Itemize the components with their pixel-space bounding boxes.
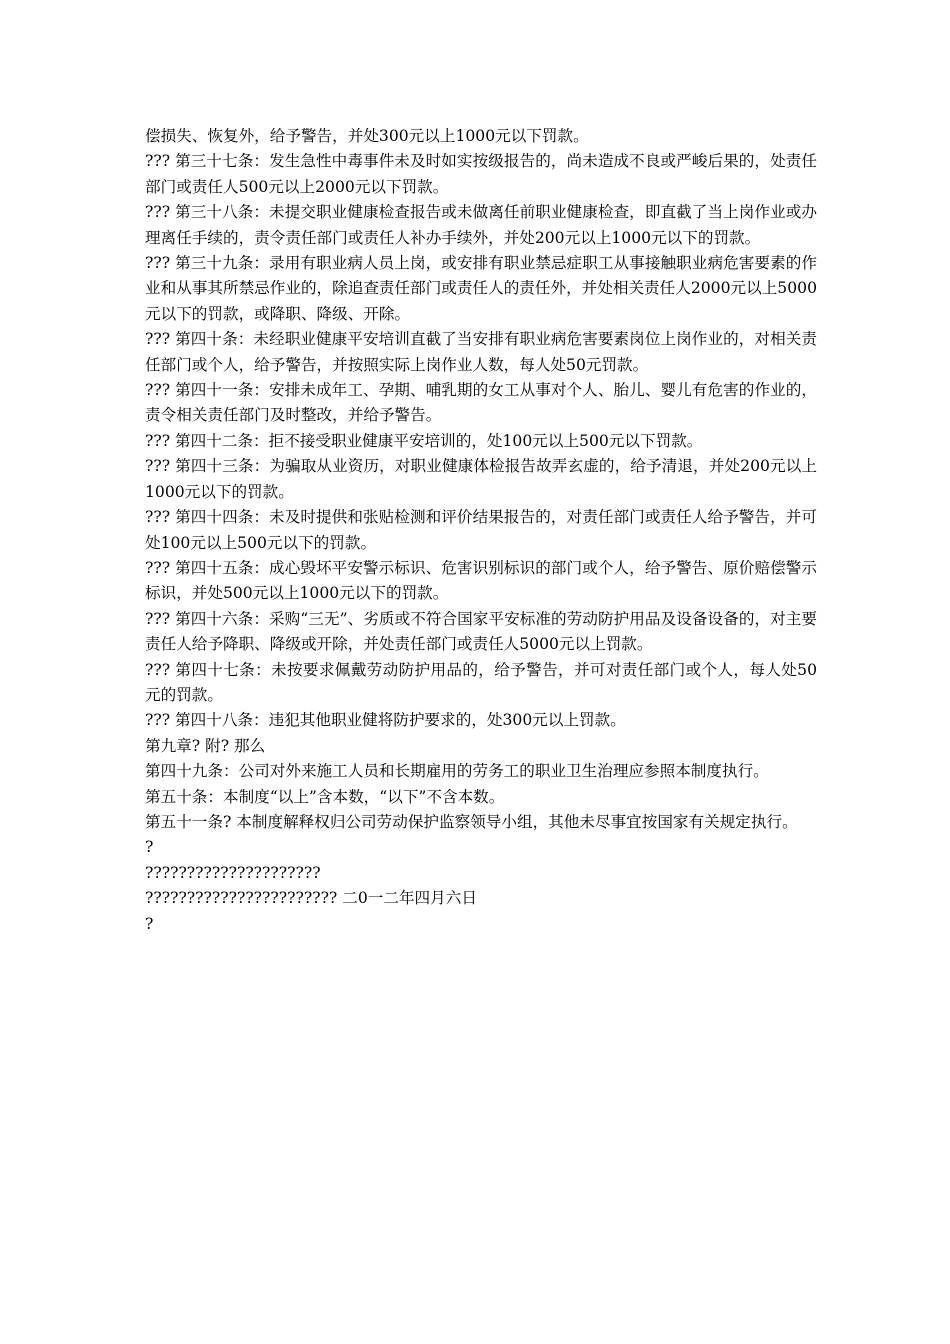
paragraph-article-44: ??? 第四十四条：未及时提供和张贴检测和评价结果报告的，对责任部门或责任人给予警告，并可处100元以上500元以下的罚款。: [145, 508, 817, 552]
paragraph-article-36-continued: 偿损失、恢复外，给予警告，并处300元以上1000元以下罚款。: [145, 127, 589, 145]
paragraph-article-47: ??? 第四十七条：未按要求佩戴劳动防护用品的，给予警告，并可对责任部门或个人，每人处50元的罚款。: [145, 660, 817, 704]
paragraph-article-51: 第五十一条? 本制度解释权归公司劳动保护监察领导小组，其他未尽事宜按国家有关规定执行。: [145, 812, 798, 831]
placeholder-line: ?: [145, 914, 154, 933]
paragraph-article-38: ??? 第三十八条：未提交职业健康检查报告或未做离任前职业健康检查，即直截了当上岗作业或办理离任手续的，责令责任部门或责任人补办手续外，并处200元以上1000元以下的罚款。: [145, 203, 817, 247]
paragraph-article-39: ??? 第三十九条：录用有职业病人员上岗，或安排有职业禁忌症职工从事接触职业病危害要素的作业和从事其所禁忌作业的，除追查责任部门或责任人的责任外，并处相关责任人2000元以上5000元以下的罚款，或降职、降级、开除。: [145, 254, 817, 323]
date-line: ??????????????????????? 二0一二年四月六日: [145, 889, 477, 908]
placeholder-line: ?????????????????????: [145, 863, 321, 882]
paragraph-article-42: ??? 第四十二条：拒不接受职业健康平安培训的，处100元以上500元以下罚款。: [145, 431, 703, 450]
paragraph-article-50: 第五十条：本制度“以上”含本数，“以下”不含本数。: [145, 787, 505, 806]
paragraph-article-46: ??? 第四十六条：采购“三无”、劣质或不符合国家平安标准的劳动防护用品及设备设备的，对主要责任人给予降职、降级或开除，并处责任部门或责任人5000元以上罚款。: [145, 609, 817, 654]
paragraph-article-41: ??? 第四十一条：安排未成年工、孕期、哺乳期的女工从事对个人、胎儿、婴儿有危害的作业的，责令相关责任部门及时整改，并给予警告。: [145, 381, 817, 425]
document-page: [145, 124, 817, 937]
paragraph-article-40: ??? 第四十条：未经职业健康平安培训直截了当安排有职业病危害要素岗位上岗作业的，对相关责任部门或个人，给予警告，并按照实际上岗作业人数，每人处50元罚款。: [145, 330, 817, 374]
paragraph-article-37: ??? 第三十七条：发生急性中毒事件未及时如实按级报告的，尚未造成不良或严峻后果的，处责任部门或责任人500元以上2000元以下罚款。: [145, 152, 817, 196]
placeholder-line: ?: [145, 838, 154, 857]
paragraph-article-49: 第四十九条：公司对外来施工人员和长期雇用的劳务工的职业卫生治理应参照本制度执行。: [145, 762, 769, 781]
chapter-heading: 第九章? 附? 那么: [145, 736, 266, 755]
paragraph-article-43: ??? 第四十三条：为骗取从业资历，对职业健康体检报告故弄玄虚的，给予清退，并处200元以上1000元以下的罚款。: [145, 457, 817, 501]
paragraph-article-45: ??? 第四十五条：成心毁坏平安警示标识、危害识别标识的部门或个人，给予警告、原价赔偿警示标识，并处500元以上1000元以下的罚款。: [145, 558, 817, 603]
paragraph-article-48: ??? 第四十八条：违犯其他职业健将防护要求的，处300元以上罚款。: [145, 711, 626, 730]
